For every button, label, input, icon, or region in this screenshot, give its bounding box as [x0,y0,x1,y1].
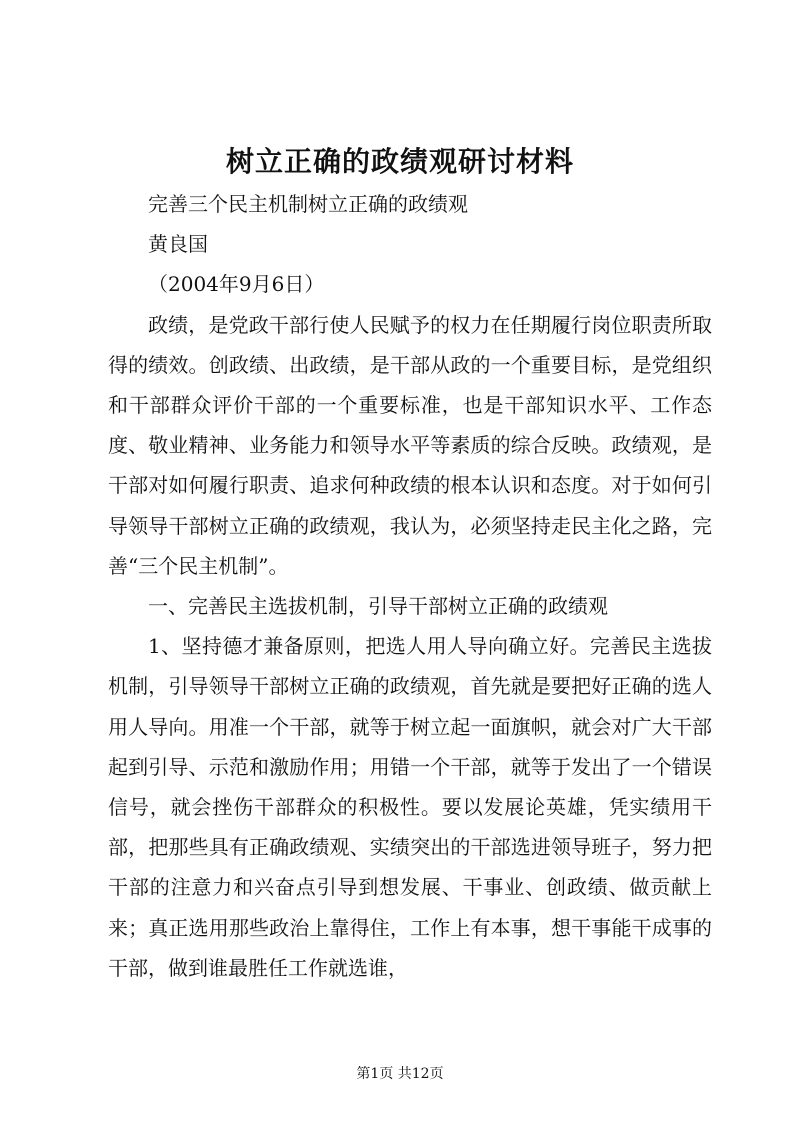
document-title: 树立正确的政绩观研讨材料 [225,145,574,178]
document-date: （2004年9月6日） [148,272,325,297]
document-body [108,184,712,988]
page-number-footer: 第1页 共12页 [356,1066,444,1082]
section-heading-1: 一、完善民主选拔机制，引导干部树立正确的政绩观 [148,594,608,619]
paragraph-1-1: 1、坚持德才兼备原则，把选人用人导向确立好。完善民主选拔机制，引导领导干部树立正确的政绩观，首先就是要把好正确的选人用人导向。用准一个干部，就等于树立起一面旗帜，就会对广大干部起到引导、示范和激励作用；用错一个干部，就等于发出了一个错误信号，就会挫伤干部群众的积极性。要以发展论英雄，凭实绩用干部，把那些具有正确政绩观、实绩突出的干部选进领导班子，努力把干部的注意力和兴奋点引导到想发展、干事业、创政绩、做贡献上来；真正选用那些政治上靠得住，工作上有本事，想干事能干成事的干部，做到谁最胜任工作就选谁， [108,634,712,980]
document-subtitle: 完善三个民主机制树立正确的政绩观 [148,192,468,216]
document-author: 黄良国 [148,232,208,257]
paragraph-intro: 政绩，是党政干部行使人民赋予的权力在任期履行岗位职责所取得的绩效。创政绩、出政绩，是干部从政的一个重要目标，是党组织和干部群众评价干部的一个重要标准，也是干部知识水平、工作态度、敬业精神、业务能力和领导水平等素质的综合反映。政绩观，是干部对如何履行职责、追求何种政绩的根本认识和态度。对于如何引导领导干部树立正确的政绩观，我认为，必须坚持走民主化之路，完善“三个民主机制”。 [108,312,712,578]
